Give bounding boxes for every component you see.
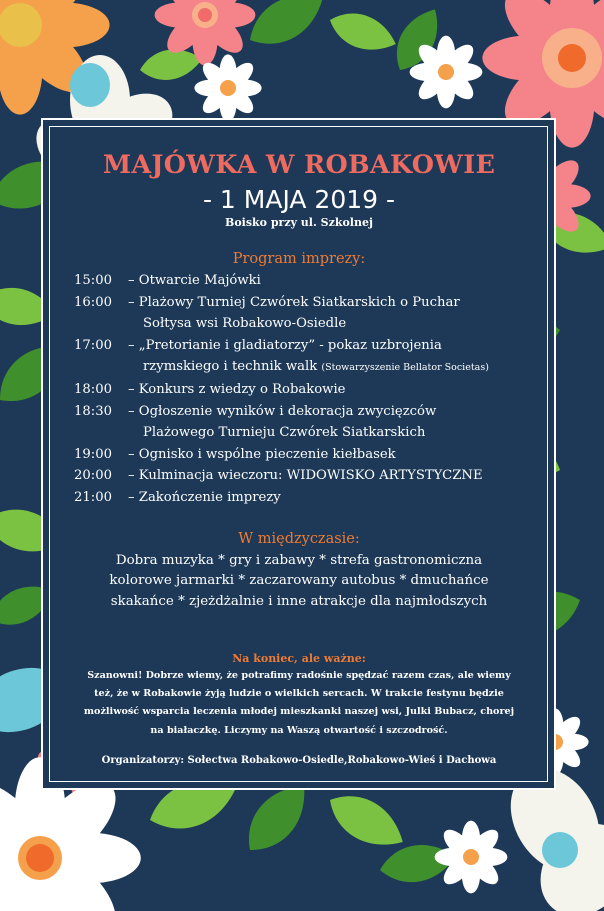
program-text: – Kulminacja wieczoru: WIDOWISKO ARTYSTYCZNE [128,468,483,484]
program-item [74,401,538,444]
program-text-continuation: Sołtysa wsi Robakowo-Osiedle [143,316,347,332]
program-item [74,487,538,509]
daisy-icon [410,36,483,109]
final-line: Szanowni! Dobrze wiemy, że potrafimy radośnie spędzać razem czas, ale wiemy [87,670,511,682]
program-item [74,335,538,379]
program-item [74,465,538,487]
daisy-icon [194,54,261,121]
program-note: (Stowarzyszenie Bellator Societas) [321,362,489,374]
final-heading: Na koniec, ale ważne: [232,652,366,666]
program-text: – Konkurs z wiedzy o Robakowie [128,381,346,397]
meanwhile-line: skakańce * zjeżdżalnie i inne atrakcje dla najmłodszych [110,593,488,609]
program-time: 20:00 [74,468,113,484]
program-time: 16:00 [74,294,113,310]
final-line: możliwość wsparcia leczenia młodej mieszkanki naszej wsi, Julki Bubacz, chorej [83,706,515,718]
program-text: – Ogłoszenie wyników i dekoracja zwycięzców [128,403,437,419]
final-line: też, że w Robakowie żyją ludzie o wielkich sercach. W trakcie festynu będzie [94,688,504,700]
program-text: – Ognisko i wspólne pieczenie kiełbasek [128,446,396,462]
program-text: – Zakończenie imprezy [128,489,281,505]
meanwhile-line: Dobra muzyka * gry i zabawy * strefa gastronomiczna [115,552,483,568]
meanwhile-line: kolorowe jarmarki * zaczarowany autobus * dmuchańce [109,573,489,589]
organizers: Organizatorzy: Sołectwa Robakowo-Osiedle,Robakowo-Wieś i Dachowa [101,754,497,766]
program-time: 21:00 [74,489,113,505]
poster-title: MAJÓWKA W ROBAKOWIE [102,150,496,180]
program-text: – Otwarcie Majówki [128,273,261,288]
program-text-continuation: Plażowego Turnieju Czwórek Siatkarskich [143,425,426,441]
program-text: – Plażowy Turniej Czwórek Siatkarskich o Puchar [128,294,460,310]
program-list [74,270,538,509]
event-date: - 1 MAJA 2019 - [202,185,396,214]
poster-content [60,148,538,778]
meanwhile-heading: W międzyczasie: [238,530,360,547]
program-item [74,270,538,292]
event-venue: Boisko przy ul. Szkolnej [225,216,373,229]
final-message [60,667,538,740]
program-item [74,444,538,466]
program-text-continuation: rzymskiego i technik walk [143,359,318,375]
program-item [74,379,538,401]
daisy-icon [435,821,508,894]
program-time: 17:00 [74,337,113,353]
program-time: 15:00 [74,273,113,288]
meanwhile-attractions [60,551,538,613]
program-heading: Program imprezy: [232,251,366,267]
program-time: 18:30 [74,403,113,419]
program-item [74,292,538,335]
final-line: na białaczkę. Liczymy na Waszą otwartość i szczodrość. [150,724,448,736]
program-time: 19:00 [74,446,113,462]
program-text: – „Pretorianie i gladiatorzy” - pokaz uzbrojenia [128,337,442,353]
program-time: 18:00 [74,381,113,397]
